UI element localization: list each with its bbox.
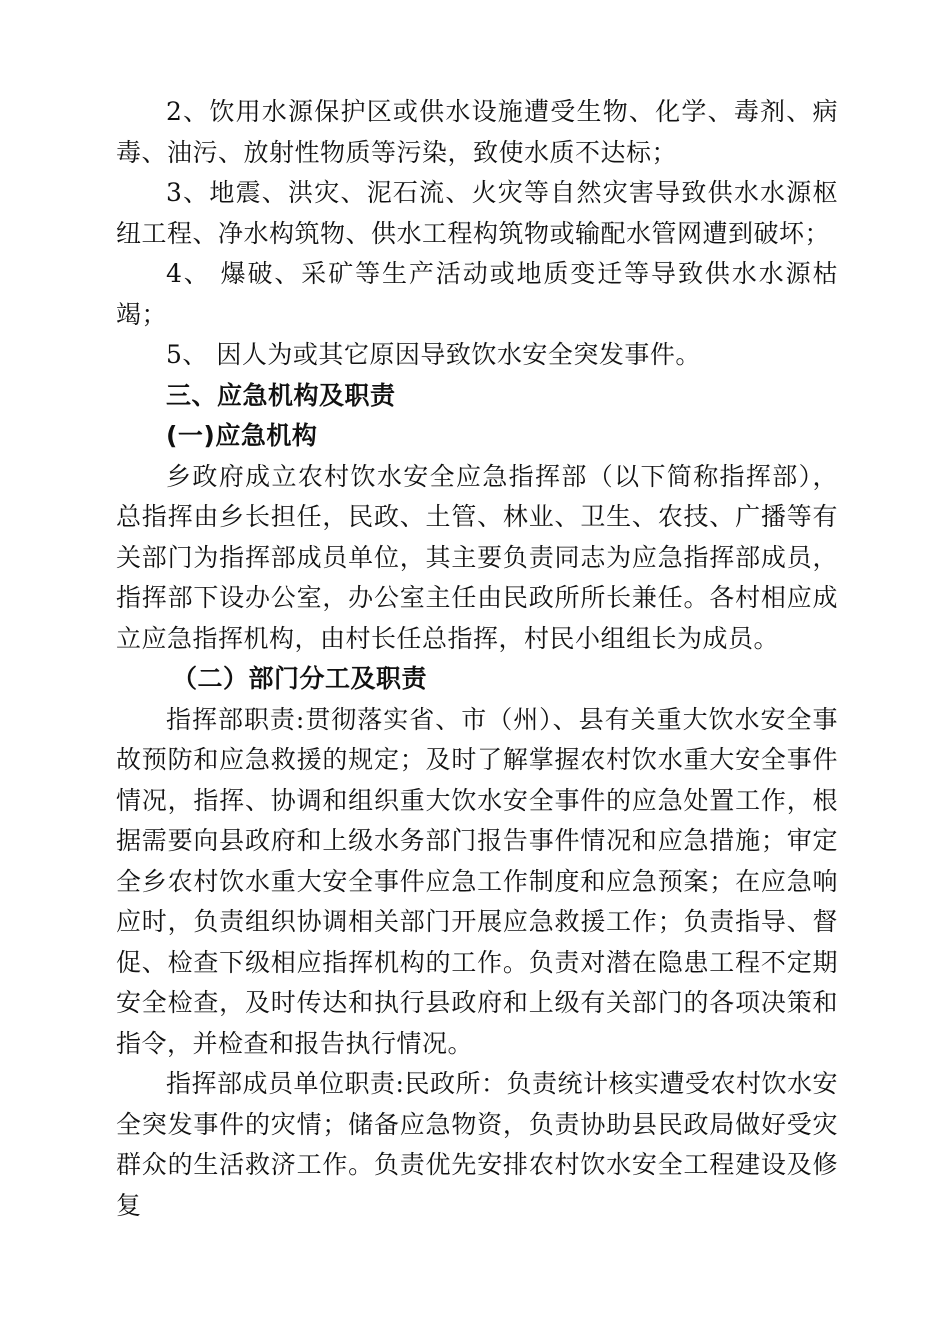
list-item-natural-disaster: 3、地震、洪灾、泥石流、火灾等自然灾害导致供水水源枢纽工程、净水构筑物、供水工程构筑物或输配水管网遭到破坏；: [116, 178, 838, 248]
subsection-heading-division-of-duties: （二）部门分工及职责: [172, 664, 428, 693]
list-item-blasting-mining: 4、 爆破、采矿等生产活动或地质变迁等导致供水水源枯竭；: [116, 259, 838, 329]
section-heading-emergency-org: 三、应急机构及职责: [166, 380, 396, 410]
subsection-heading-emergency-org: (一)应急机构: [166, 421, 318, 450]
paragraph-member-unit-duties: 指挥部成员单位职责:民政所：负责统计核实遭受农村饮水安全突发事件的灾情；储备应急物资，负责协助县民政局做好受灾群众的生活救济工作。负责优先安排农村饮水安全工程建设及修复: [116, 1069, 838, 1220]
paragraph-headquarters-duties: 指挥部职责:贯彻落实省、市（州）、县有关重大饮水安全事故预防和应急救援的规定；及时了解掌握农村饮水重大安全事件情况，指挥、协调和组织重大饮水安全事件的应急处置工作，根据需要向县政府和上级水务部门报告事件情况和应急措施；审定全乡农村饮水重大安全事件应急工作制度和应急预案；在应急响应时，负责组织协调相关部门开展应急救援工作；负责指导、督促、检查下级相应指挥机构的工作。负责对潜在隐患工程不定期安全检查，及时传达和执行县政府和上级有关部门的各项决策和指令，并检查和报告执行情况。: [116, 704, 838, 1058]
paragraph-command-headquarters: 乡政府成立农村饮水安全应急指挥部（以下简称指挥部），总指挥由乡长担任，民政、土管、林业、卫生、农技、广播等有关部门为指挥部成员单位，其主要负责同志为应急指挥部成员，指挥部下设办公室，办公室主任由民政所所长兼任。各村相应成立应急指挥机构，由村长任总指挥，村民小组组长为成员。: [116, 461, 838, 653]
list-item-pollution: 2、饮用水源保护区或供水设施遭受生物、化学、毒剂、病毒、油污、放射性物质等污染，致使水质不达标；: [116, 97, 838, 167]
document-page: [116, 92, 838, 1226]
list-item-human-causes: 5、 因人为或其它原因导致饮水安全突发事件。: [166, 340, 701, 369]
